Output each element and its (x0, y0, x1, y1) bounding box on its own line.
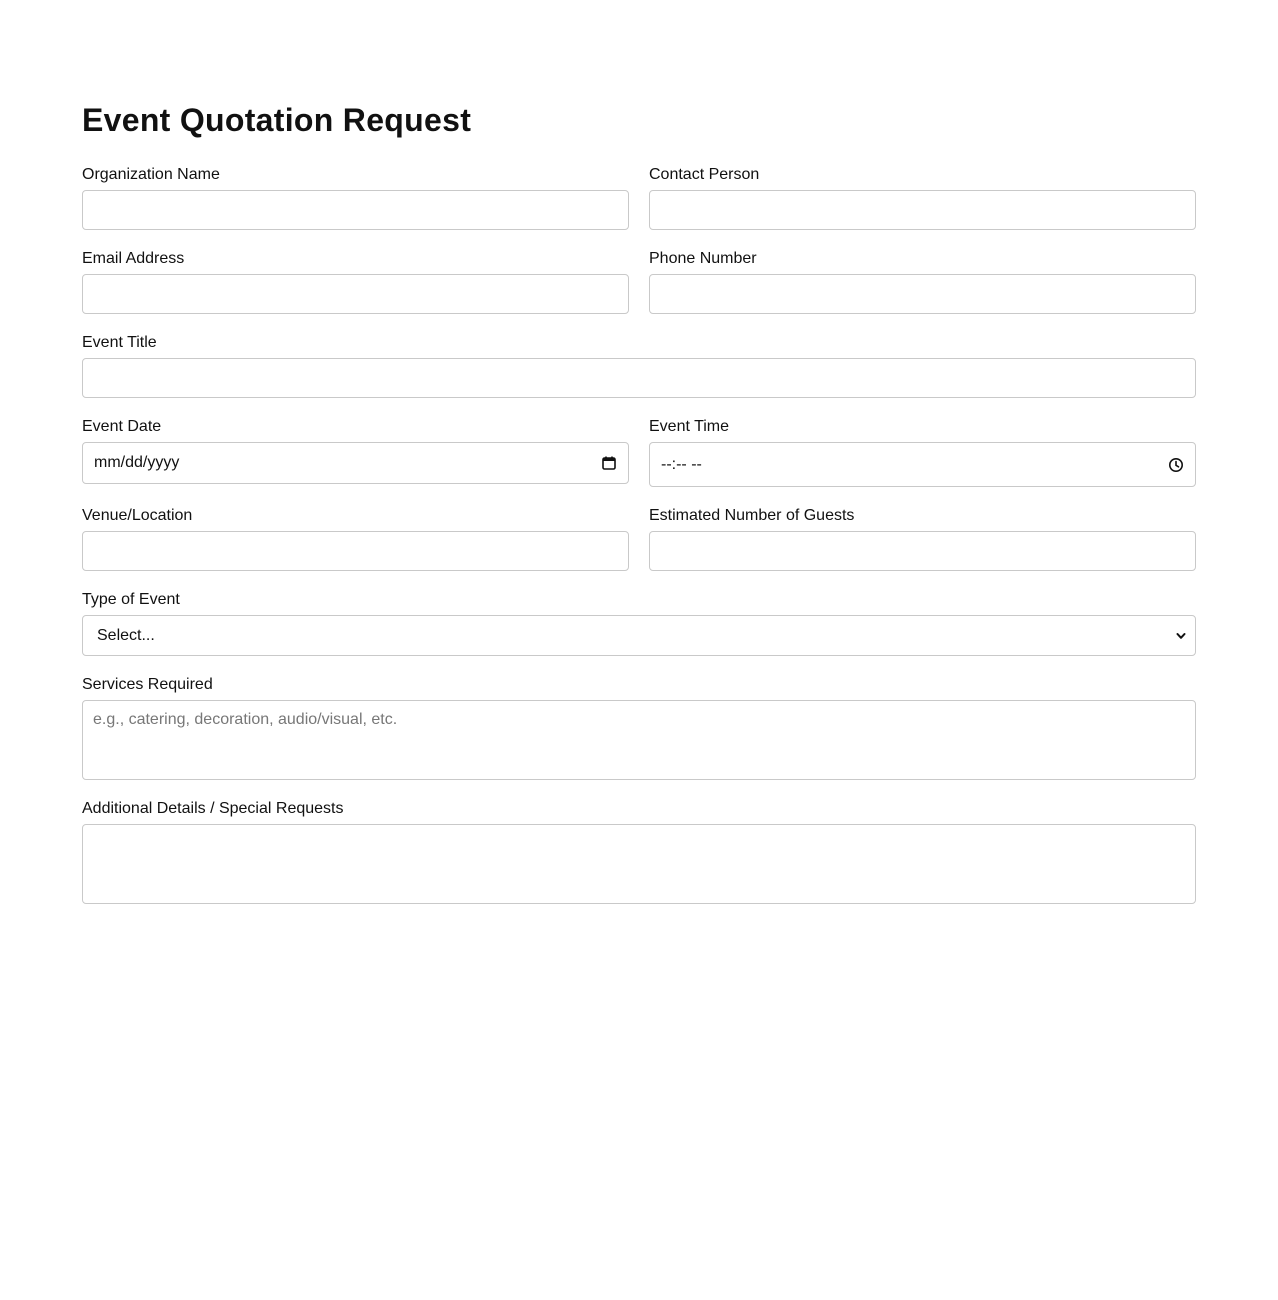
type-of-event-label: Type of Event (82, 591, 180, 608)
event-date-value: mm/dd/yyyy (94, 454, 180, 471)
contact-person-input[interactable] (649, 190, 1196, 230)
phone-number-input[interactable] (649, 274, 1196, 314)
email-address-label: Email Address (82, 250, 185, 267)
clock-icon[interactable] (1168, 457, 1184, 473)
additional-details-label: Additional Details / Special Requests (82, 800, 344, 817)
event-title-field (82, 334, 1196, 352)
email-address-field (82, 250, 629, 268)
event-time-value: --:-- -- (661, 455, 702, 473)
estimated-guests-input[interactable] (649, 531, 1196, 571)
services-required-textarea[interactable] (82, 700, 1196, 780)
email-address-input[interactable] (82, 274, 629, 314)
event-time-input[interactable] (649, 442, 1196, 487)
chevron-down-icon (1175, 630, 1187, 642)
event-title-label: Event Title (82, 334, 157, 351)
services-required-field (82, 676, 1196, 694)
event-date-label: Event Date (82, 418, 162, 435)
type-of-event-field (82, 591, 1196, 644)
phone-number-label: Phone Number (649, 250, 757, 267)
estimated-guests-label: Estimated Number of Guests (649, 507, 855, 524)
services-required-label: Services Required (82, 676, 213, 693)
phone-number-field (649, 250, 1196, 268)
organization-name-input[interactable] (82, 190, 629, 230)
contact-person-field (649, 166, 1196, 184)
page-title: Event Quotation Request (82, 102, 472, 138)
contact-person-label: Contact Person (649, 166, 760, 183)
calendar-icon[interactable] (601, 455, 617, 471)
event-date-input[interactable] (82, 442, 629, 484)
event-time-label: Event Time (649, 418, 730, 435)
type-of-event-select[interactable] (82, 615, 1196, 656)
venue-location-label: Venue/Location (82, 507, 193, 524)
additional-details-field (82, 800, 1196, 818)
event-time-field (649, 418, 1196, 473)
additional-details-textarea[interactable] (82, 824, 1196, 904)
type-of-event-selected: Select... (97, 626, 155, 644)
estimated-guests-field (649, 507, 1196, 525)
venue-location-field (82, 507, 629, 525)
event-title-input[interactable] (82, 358, 1196, 398)
venue-location-input[interactable] (82, 531, 629, 571)
organization-name-label: Organization Name (82, 166, 220, 183)
organization-name-field (82, 166, 629, 184)
event-date-field (82, 418, 629, 471)
